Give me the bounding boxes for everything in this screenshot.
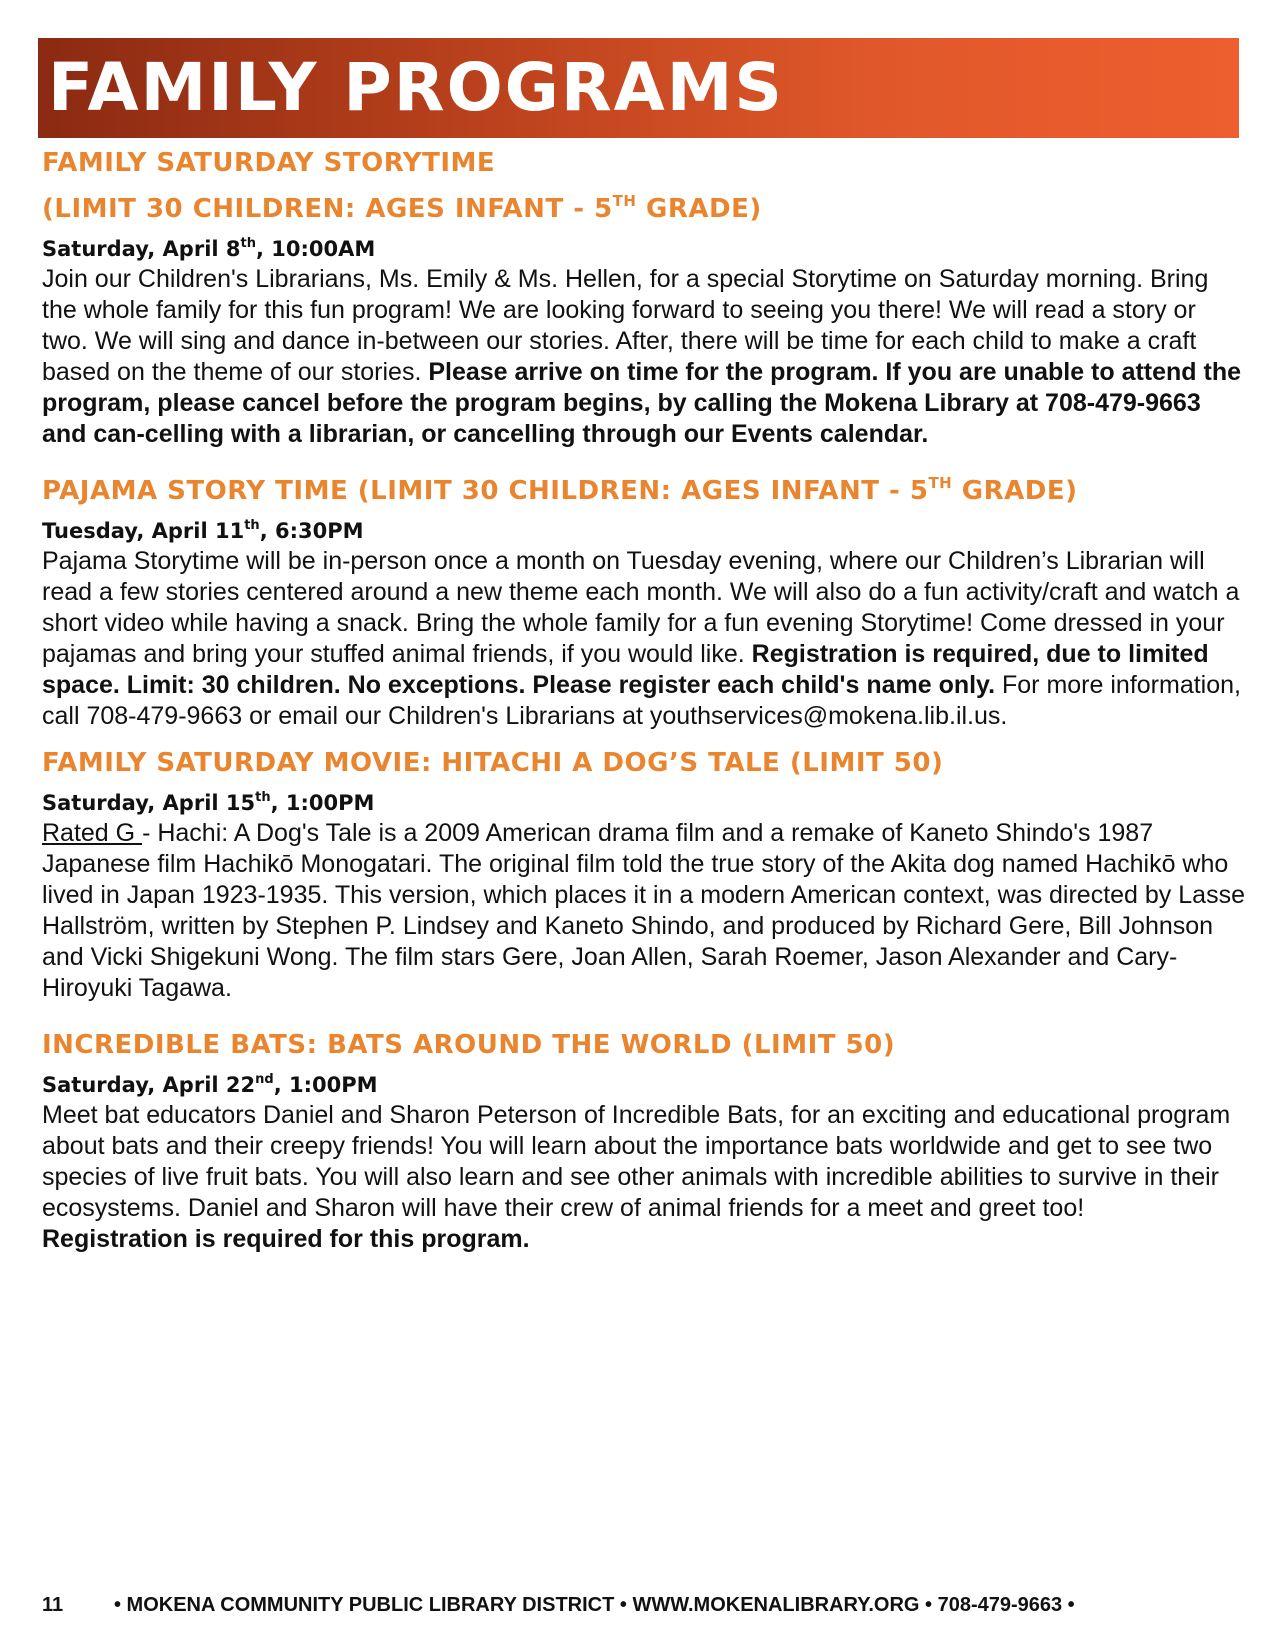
program-title [42, 468, 1247, 514]
program-description [42, 546, 1247, 732]
page-footer [42, 1592, 1242, 1618]
date-suffix: nd [255, 1072, 274, 1087]
date-suffix: th [255, 790, 271, 805]
date-time: , 10:00AM [256, 237, 376, 261]
footer-text: • MOKENA COMMUNITY PUBLIC LIBRARY DISTRICT • WWW.MOKENALIBRARY.ORG • 708-479-9663 • [114, 1594, 1075, 1616]
date-month-day: , April 11 [136, 519, 245, 543]
program-subtitle [42, 186, 1247, 232]
superscript-th: TH [928, 474, 953, 492]
program-subtitle-end: GRADE) [636, 194, 762, 224]
program-pajama-story-time [42, 468, 1247, 732]
date-day: Saturday [42, 791, 148, 815]
program-date [42, 788, 1247, 818]
program-incredible-bats [42, 1022, 1247, 1255]
description-text: - Hachi: A Dog's Tale is a 2009 American drama film and a remake of Kaneto Shindo's 1987 Japanese film Hachikō Monogatari. The original film told the true story of the Akita dog named Hachikō who lived in Japan 1923-1935. This version, which places it in a modern American context, was directed by Lasse Hallström, written by Stephen P. Lindsey and Kaneto Shindo, and produced by Richard Gere, Bill Johnson and Vicki Shigekuni Wong. The film stars Gere, Joan Allen, Sarah Roemer, Jason Alexander and Cary-Hiroyuki Tagawa. [42, 819, 1245, 1002]
date-time: , 1:00PM [270, 791, 375, 815]
description-bold: Registration is required, due to limited space. Limit: 30 children. No exceptions. Please register each child's name only. [42, 640, 1209, 699]
description-text: Pajama Storytime will be in-person once a month on Tuesday evening, where our Children’s Librarian will read a few stories centered around a new theme each month. We will also do a fun activity/craft and watch a short video while having a snack. Bring the whole family for a fun evening Storytime! Come dressed in your pajamas and bring your stuffed animal friends, if you would like. [42, 547, 1240, 668]
date-time: , 6:30PM [259, 519, 364, 543]
date-suffix: th [240, 236, 256, 251]
program-title-end: GRADE) [952, 476, 1078, 506]
date-month-day: , April 22 [147, 1073, 256, 1097]
program-title-line1: FAMILY SATURDAY STORYTIME [42, 148, 496, 178]
description-text: Join our Children's Librarians, Ms. Emily & Ms. Hellen, for a special Storytime on Saturday morning. Bring the whole family for this fun program! We are looking forward to seeing you there! We will read a story or two. We will sing and dance in-between our stories. After, there will be time for each child to make a craft based on the theme of our stories. [42, 265, 1209, 386]
program-family-saturday-movie [42, 740, 1247, 1004]
date-suffix: th [244, 518, 260, 533]
program-date [42, 234, 1247, 264]
program-subtitle-text: (LIMIT 30 CHILDREN: AGES INFANT - 5 [42, 194, 613, 224]
program-title [42, 140, 1247, 186]
program-title-text: PAJAMA STORY TIME (LIMIT 30 CHILDREN: AGES INFANT - 5 [42, 476, 929, 506]
date-time: , 1:00PM [273, 1073, 378, 1097]
program-description [42, 1100, 1247, 1255]
header-banner [38, 38, 1239, 138]
page-title: FAMILY PROGRAMS [48, 49, 784, 126]
program-title: FAMILY SATURDAY MOVIE: HITACHI A DOG’S TALE (LIMIT 50) [42, 748, 944, 778]
program-title: INCREDIBLE BATS: BATS AROUND THE WORLD (LIMIT 50) [42, 1030, 896, 1060]
program-description [42, 818, 1247, 1004]
page-number: 11 [42, 1594, 64, 1616]
date-month-day: , April 15 [147, 791, 256, 815]
date-day: Tuesday [42, 519, 137, 543]
rating-label: Rated G [42, 819, 143, 847]
date-day: Saturday [42, 237, 148, 261]
description-contact: For more information, call 708-479-9663 or email our Children's Librarians at youthservices@mokena.lib.il.us. [42, 671, 1241, 730]
programs-list [42, 140, 1247, 1255]
program-date [42, 516, 1247, 546]
program-family-saturday-storytime [42, 140, 1247, 450]
description-text: Meet bat educators Daniel and Sharon Peterson of Incredible Bats, for an exciting and educational program about bats and their creepy friends! You will learn about the importance bats worldwide and get to see two species of live fruit bats. You will also learn and see other animals with incredible abilities to survive in their ecosystems. Daniel and Sharon will have their crew of animal friends for a meet and greet too! [42, 1101, 1231, 1222]
date-month-day: , April 8 [147, 237, 241, 261]
description-bold: Registration is required for this program. [42, 1225, 530, 1253]
date-day: Saturday [42, 1073, 148, 1097]
program-date [42, 1070, 1247, 1100]
description-bold: Please arrive on time for the program. If you are unable to attend the program, please cancel before the program begins, by calling the Mokena Library at 708-479-9663 and can-celling with a librarian, or cancelling through our Events calendar. [42, 358, 1242, 448]
superscript-th: TH [612, 192, 637, 210]
program-description [42, 264, 1247, 450]
